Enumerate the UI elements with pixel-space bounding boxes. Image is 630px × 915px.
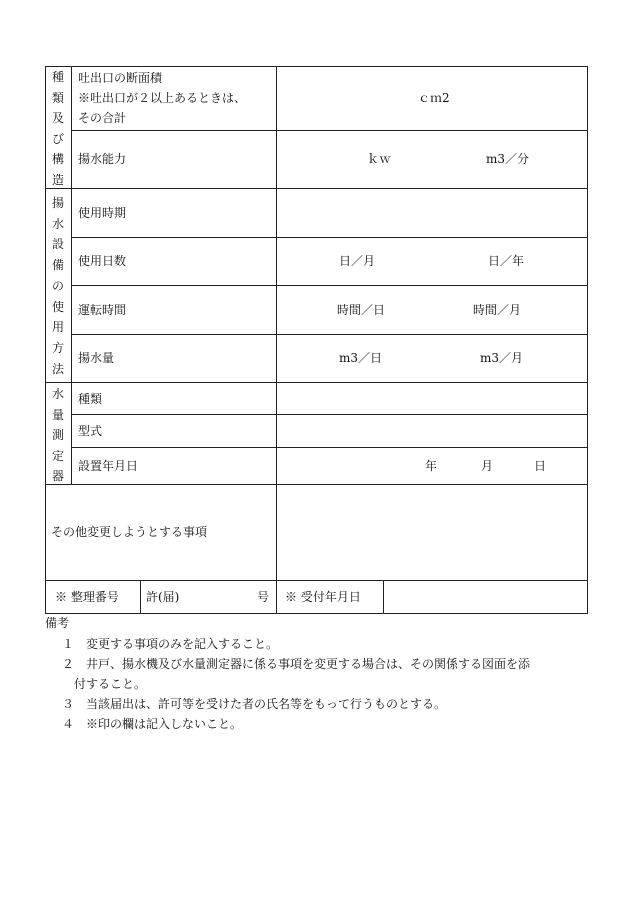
remark-item-4: ４ ※印の欄は記入しないこと。 xyxy=(62,717,243,731)
usage-period-label: 使用時期 xyxy=(78,206,127,220)
install-date-day: 日 xyxy=(534,459,547,473)
operating-hours-label: 運転時間 xyxy=(78,303,127,317)
meter-model-label: 型式 xyxy=(78,424,103,438)
install-date-year: 年 xyxy=(425,459,438,473)
usage-days-unit-year: 日／年 xyxy=(488,254,525,268)
outlet-area-label-line1: 吐出口の断面積 xyxy=(78,71,163,85)
other-changes-label: その他変更しようとする事項 xyxy=(51,525,208,539)
pump-capacity-unit-kw: ｋｗ xyxy=(367,152,392,166)
operating-hours-unit-month: 時間／月 xyxy=(473,303,522,317)
meter-type-label: 種類 xyxy=(78,392,103,406)
install-date-month: 月 xyxy=(481,459,494,473)
install-date-label: 設置年月日 xyxy=(78,459,139,473)
pump-capacity-label: 揚水能力 xyxy=(78,152,127,166)
outlet-area-label-line2: ※吐出口が２以上あるときは、 xyxy=(78,91,247,105)
outlet-area-unit: ｃｍ2 xyxy=(418,91,450,105)
usage-days-label: 使用日数 xyxy=(78,254,127,268)
pumping-volume-label: 揚水量 xyxy=(78,351,115,365)
operating-hours-unit-day: 時間／日 xyxy=(337,303,386,317)
outlet-area-label-line3: その合計 xyxy=(78,111,127,125)
remarks-heading: 備考 xyxy=(45,616,70,630)
category-meter-label: 水 量 測 定 器 xyxy=(51,387,64,483)
category-pump-usage-label: 揚 水 設 備 の 使 用 方 法 xyxy=(51,196,64,376)
pump-capacity-unit-m3-min: m3／分 xyxy=(486,152,530,166)
remark-item-3: ３ 当該届出は、許可等を受けた者の氏名等をもって行うものとする。 xyxy=(62,697,447,711)
pumping-volume-unit-day: m3／日 xyxy=(339,351,383,365)
reference-number-label: ※ 整理番号 xyxy=(55,590,119,604)
received-date-label: ※ 受付年月日 xyxy=(285,590,361,604)
category-structure-label: 種 類 及 び 構 造 xyxy=(51,70,64,187)
usage-days-unit-month: 日／月 xyxy=(339,254,376,268)
remark-item-2: ２ 井戸、揚水機及び水量測定器に係る事項を変更する場合は、その関係する図面を添 xyxy=(62,657,531,671)
number-suffix: 号 xyxy=(257,590,270,604)
pumping-volume-unit-month: m3／月 xyxy=(480,351,524,365)
permit-notification-label: 許(届) xyxy=(146,590,180,604)
remark-item-1: １ 変更する事項のみを記入すること。 xyxy=(62,637,279,651)
remark-item-2-continued: 付すること。 xyxy=(74,677,147,691)
